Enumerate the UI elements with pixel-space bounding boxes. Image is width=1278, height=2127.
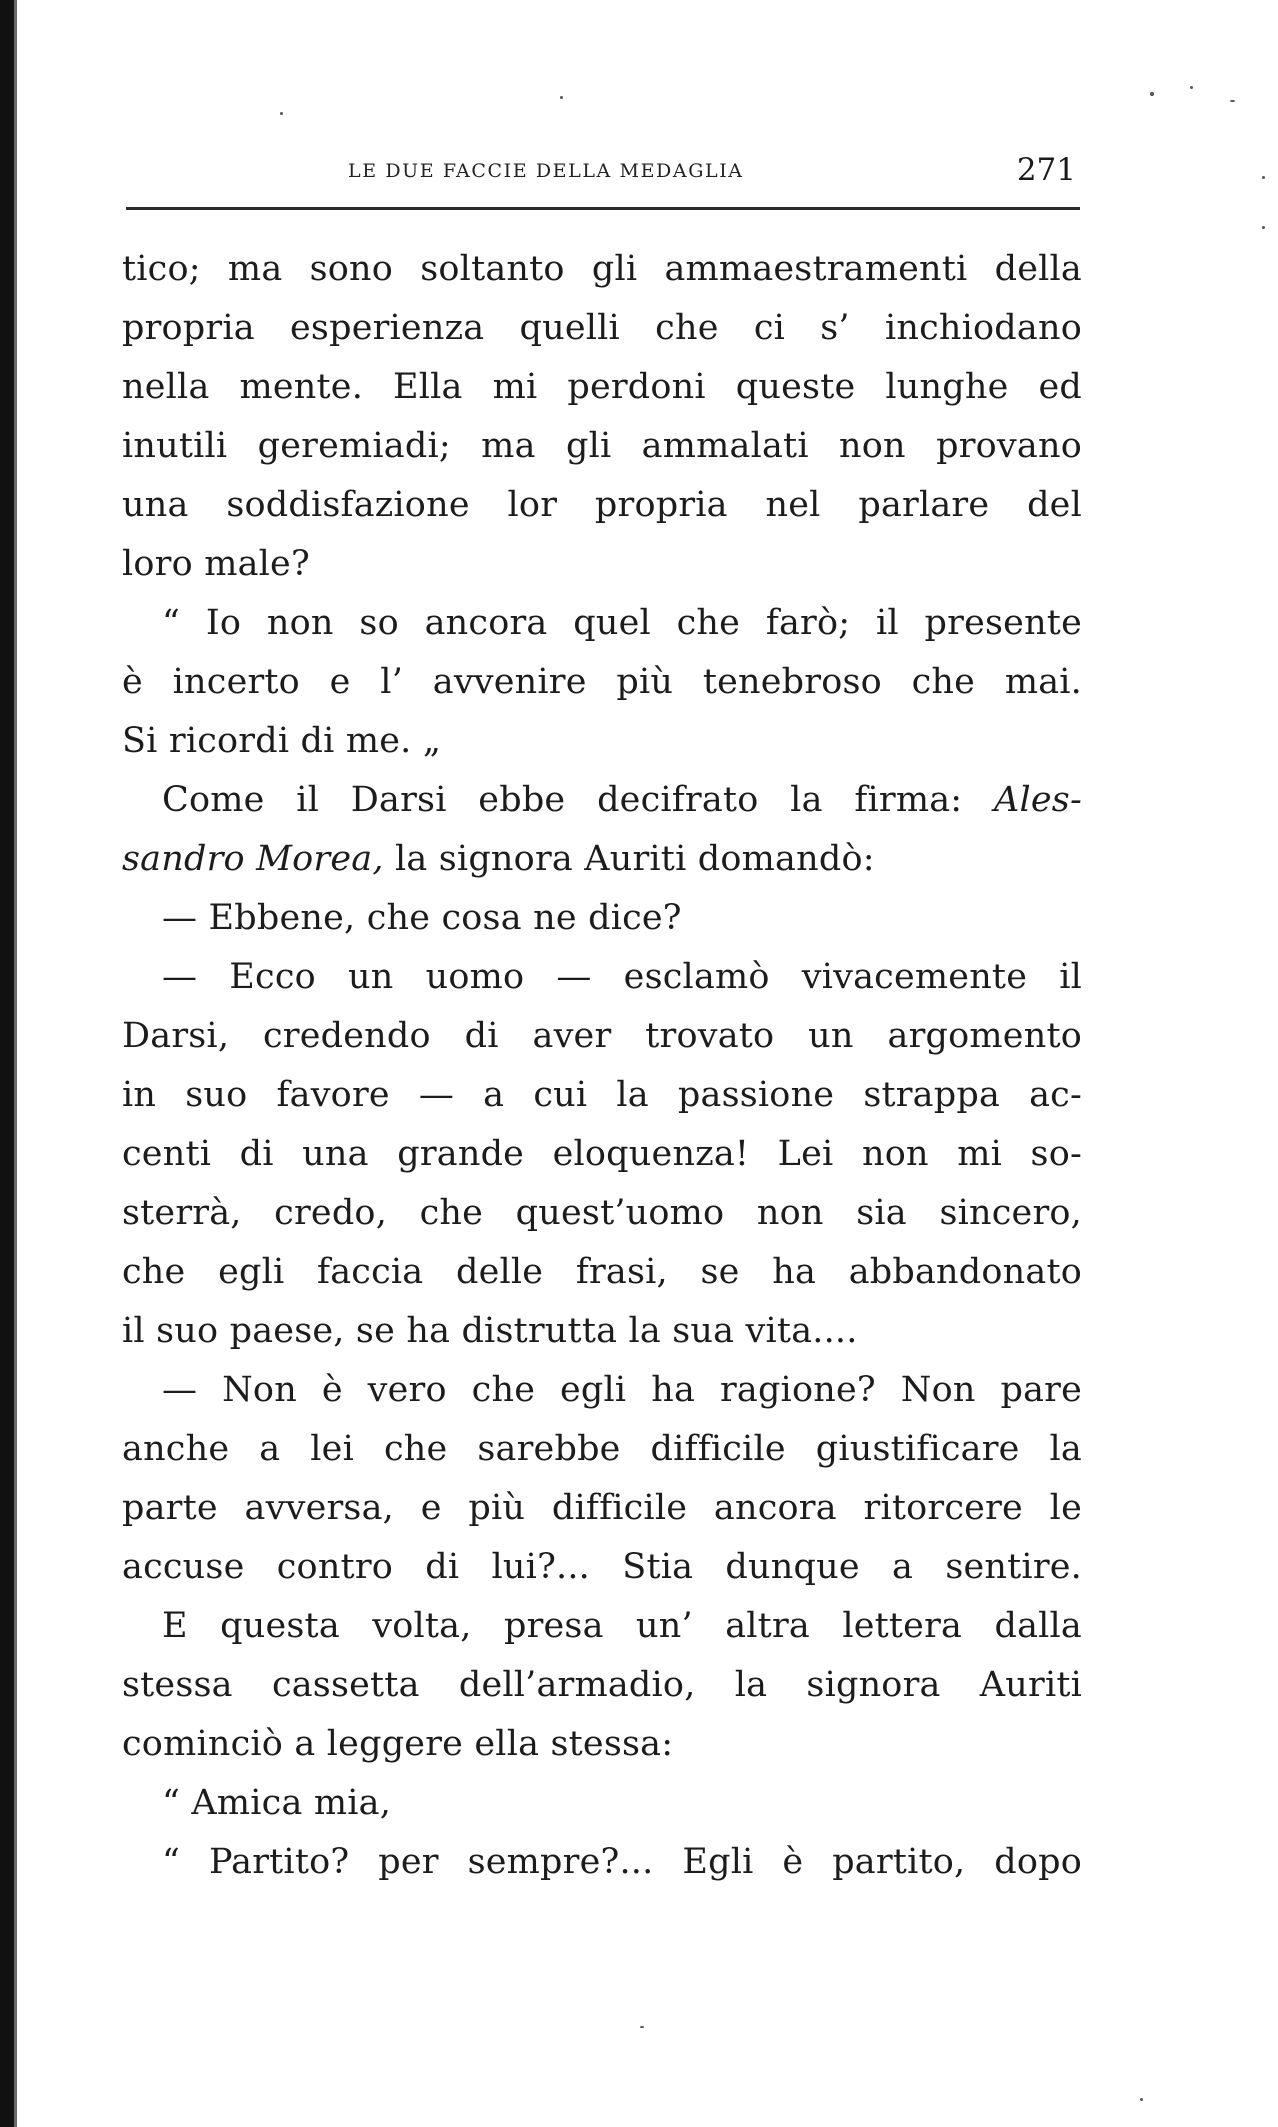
text-line: centi di una grande eloquenza! Lei non mi so-	[122, 1134, 1082, 1174]
body-text	[122, 240, 1082, 1892]
text-line: Come il Darsi ebbe decifrato la firma: Ales-	[162, 780, 1082, 820]
text-line: — Ebbene, che cosa ne dice?	[162, 898, 682, 938]
scan-speck	[1230, 100, 1235, 102]
text-line: il suo paese, se ha distrutta la sua vita....	[122, 1311, 858, 1351]
text-line: inutili geremiadi; ma gli ammalati non provano	[122, 426, 1082, 466]
scan-speck	[640, 2026, 644, 2028]
italic-name: Ales-	[994, 780, 1082, 820]
scan-speck	[560, 96, 563, 99]
text-line: sandro Morea, la signora Auriti domandò:	[122, 839, 875, 879]
page-number: 271	[1016, 152, 1076, 188]
text-line: tico; ma sono soltanto gli ammaestramenti della	[122, 249, 1082, 289]
text-line: stessa cassetta dell’armadio, la signora Auriti	[122, 1665, 1082, 1705]
book-spine-edge	[14, 0, 17, 2127]
running-head	[122, 154, 1082, 200]
text-line: propria esperienza quelli che ci s’ inchiodano	[122, 308, 1082, 348]
text-line: accuse contro di lui?... Stia dunque a sentire.	[122, 1547, 1082, 1587]
header-rule	[126, 207, 1080, 210]
text-line: cominciò a leggere ella stessa:	[122, 1724, 674, 1764]
book-spine-shadow	[0, 0, 14, 2127]
text-line: sterrà, credo, che quest’uomo non sia sincero,	[122, 1193, 1082, 1233]
text-line: è incerto e l’ avvenire più tenebroso che mai.	[122, 662, 1082, 702]
text-line: Darsi, credendo di aver trovato un argomento	[122, 1016, 1082, 1056]
scan-speck	[1150, 92, 1154, 96]
text-line: Si ricordi di me. „	[122, 721, 442, 761]
text-line: loro male?	[122, 544, 310, 584]
text-line: anche a lei che sarebbe difficile giustificare la	[122, 1429, 1082, 1469]
text-line: — Ecco un uomo — esclamò vivacemente il	[162, 957, 1082, 997]
text-line: parte avversa, e più difficile ancora ritorcere le	[122, 1488, 1082, 1528]
text-line: che egli faccia delle frasi, se ha abbandonato	[122, 1252, 1082, 1292]
running-title: LE DUE FACCIE DELLA MEDAGLIA	[348, 160, 744, 182]
scan-speck	[1262, 226, 1265, 229]
text-line: “ Partito? per sempre?... Egli è partito, dopo	[162, 1842, 1082, 1882]
scan-speck	[1262, 176, 1265, 179]
text-line: — Non è vero che egli ha ragione? Non pare	[162, 1370, 1082, 1410]
scan-speck	[1190, 86, 1193, 89]
text-line: “ Io non so ancora quel che farò; il presente	[162, 603, 1082, 643]
italic-name: sandro Morea,	[122, 839, 384, 879]
text-line: una soddisfazione lor propria nel parlare del	[122, 485, 1082, 525]
scan-speck	[280, 112, 283, 115]
text-line: in suo favore — a cui la passione strappa ac-	[122, 1075, 1082, 1115]
text-line: nella mente. Ella mi perdoni queste lunghe ed	[122, 367, 1082, 407]
scan-speck	[1140, 2098, 1143, 2101]
text-line: E questa volta, presa un’ altra lettera dalla	[162, 1606, 1082, 1646]
text-line: “ Amica mia,	[162, 1783, 392, 1823]
